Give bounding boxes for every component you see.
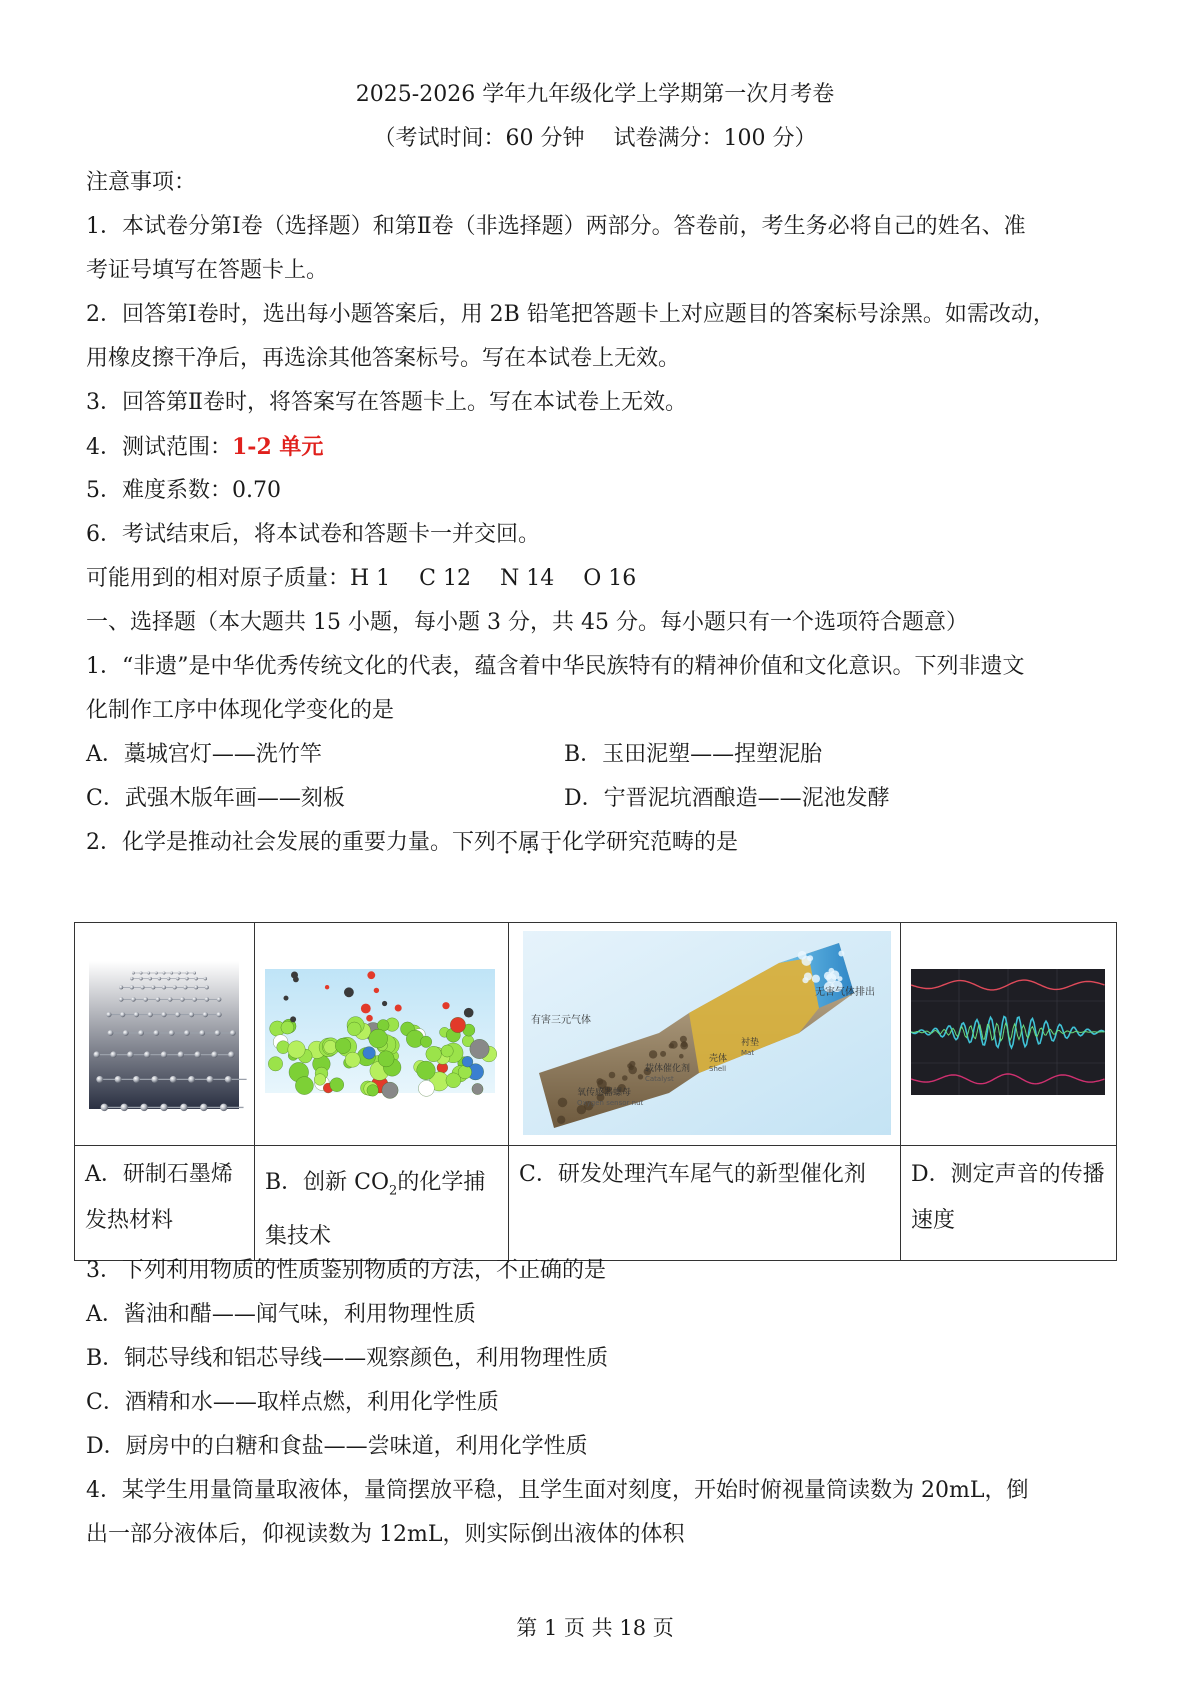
lattice-atom: [156, 997, 161, 1002]
molecule-sphere: [420, 1036, 431, 1047]
lattice-atom: [130, 977, 133, 980]
exhaust-particle: [680, 1036, 687, 1043]
note-4: [86, 432, 323, 463]
lattice-atom: [206, 1076, 213, 1083]
lattice-atom: [144, 1051, 150, 1057]
molecule-sphere: [458, 1065, 472, 1079]
exam-subtitle: （考试时间：60 分钟 试卷满分：100 分）: [373, 126, 817, 151]
floating-molecule: [344, 987, 354, 997]
lattice-atom: [158, 977, 161, 980]
floating-molecule: [293, 977, 299, 983]
lattice-atom: [143, 997, 148, 1002]
lattice-atom: [132, 972, 135, 975]
lattice-atom: [108, 1030, 114, 1036]
q2-option-b-post: 的化学捕集技术: [265, 1170, 486, 1250]
lattice-atom: [138, 1030, 144, 1036]
lattice-atom: [180, 997, 185, 1002]
q4-stem-line-2: 出一部分液体后，仰视读数为 12mL，则实际倒出液体的体积: [86, 1522, 685, 1547]
lattice-atom: [184, 1030, 190, 1036]
exhaust-particle: [557, 1116, 565, 1124]
q2-emphasis-char-2: 属: [518, 830, 541, 855]
clean-bubble: [804, 973, 812, 981]
floating-molecule: [367, 971, 375, 979]
molecule-sphere: [345, 1052, 360, 1067]
q1-stem-line-1: 1．“非遗”是中华优秀传统文化的代表，蕴含着中华民族特有的精神价值和文化意识。下列非遗文: [86, 654, 1025, 679]
lattice-atom: [186, 972, 189, 975]
lattice-atom: [120, 1012, 125, 1017]
molecule-sphere: [472, 1083, 483, 1094]
note-1-line-2: 考证号填写在答题卡上。: [86, 258, 329, 283]
q2-emphasis-char-1: 不: [496, 830, 519, 855]
molecule-sphere: [418, 1080, 434, 1096]
label-harmful-gas: 有害三元气体: [531, 1015, 591, 1026]
clean-bubble: [824, 972, 832, 980]
molecule-sphere: [441, 1045, 453, 1057]
q2-image-cell-d: [901, 923, 1117, 1146]
molecule-sphere: [367, 1085, 379, 1097]
molecule-sphere: [324, 1040, 337, 1053]
lattice-atom: [192, 997, 197, 1002]
lattice-atom: [193, 972, 196, 975]
floating-molecule: [290, 1016, 296, 1022]
floating-molecule: [374, 988, 379, 993]
floating-molecule: [395, 1005, 402, 1012]
label-gasket-en: Mat: [741, 1049, 755, 1057]
clean-bubble: [837, 976, 842, 981]
lattice-atom: [178, 1051, 184, 1057]
test-range-value: 1-2 单元: [232, 434, 324, 460]
q1-option-d: D．宁晋泥坑酒酿造——泥池发酵: [564, 786, 890, 811]
exhaust-particle: [679, 1054, 684, 1059]
molecule-sphere: [347, 1022, 361, 1036]
lattice-atom: [200, 1104, 207, 1111]
note-2-line-2: 用橡皮擦干净后，再选涂其他答案标号。写在本试卷上无效。: [86, 346, 681, 371]
molecule-sphere: [470, 1039, 489, 1058]
floating-molecule: [284, 996, 289, 1001]
lattice-atom: [225, 1076, 232, 1083]
lattice-atom: [161, 1051, 167, 1057]
q1-option-c: C．武强木版年画——刻板: [86, 786, 345, 811]
molecule-sphere: [462, 1056, 473, 1067]
lattice-atom: [155, 972, 158, 975]
q2-stem: [86, 828, 738, 858]
q4-stem-line-1: 4．某学生用量筒量取液体，量筒摆放平稳，且学生面对刻度，开始时俯视量筒读数为 20mL，倒: [86, 1478, 1029, 1503]
lattice-atom: [204, 977, 207, 980]
exhaust-particle: [558, 1098, 568, 1108]
floating-molecule: [464, 1008, 474, 1018]
lattice-atom: [180, 1104, 187, 1111]
graphene-image: [75, 923, 253, 1141]
lattice-atom: [211, 1051, 217, 1057]
q1-option-a: A．藁城宫灯——洗竹竿: [86, 742, 322, 767]
lattice-atom: [215, 1030, 221, 1036]
lattice-atom: [199, 1030, 205, 1036]
label-gasket: 衬垫: [741, 1038, 760, 1048]
q2-stem-post: 化学研究范畴的是: [562, 830, 739, 855]
note-4-label: 4．测试范围：: [86, 435, 232, 460]
exhaust-particle: [609, 1072, 616, 1079]
lattice-atom: [220, 1104, 227, 1111]
molecule-sphere: [382, 1082, 398, 1098]
molecule-sphere: [268, 1057, 282, 1071]
sound-wave-image: [901, 923, 1115, 1141]
label-catalyst-en: Catalyst: [645, 1075, 674, 1083]
lattice-atom: [216, 1012, 221, 1017]
lattice-atom: [119, 997, 124, 1002]
q3-option-b: B．铜芯导线和铝芯导线——观察颜色，利用物理性质: [86, 1346, 609, 1371]
label-catalyst: 载体催化剂: [645, 1064, 691, 1074]
exhaust-particle: [638, 1074, 643, 1079]
lattice-atom: [203, 1012, 208, 1017]
lattice-atom: [189, 1012, 194, 1017]
exhaust-particle: [622, 1075, 628, 1081]
lattice-atom: [161, 1012, 166, 1017]
q1-option-b: B．玉田泥塑——捏塑泥胎: [564, 742, 823, 767]
lattice-atom: [162, 985, 166, 989]
note-3: 3．回答第Ⅱ卷时，将答案写在答题卡上。写在本试卷上无效。: [86, 390, 687, 415]
lattice-atom: [163, 972, 166, 975]
molecule-sphere: [378, 1051, 394, 1067]
molecule-sphere: [426, 1046, 442, 1062]
atomic-mass-line: 可能用到的相对原子质量：H 1 C 12 N 14 O 16: [86, 566, 637, 591]
label-sensor-en: Oxygen sensor nut: [577, 1099, 644, 1107]
q3-option-c: C．酒精和水——取样点燃，利用化学性质: [86, 1390, 499, 1415]
lattice-atom: [194, 985, 198, 989]
lattice-atom: [194, 977, 197, 980]
exhaust-particle: [627, 1063, 632, 1068]
exhaust-particle: [660, 1051, 666, 1057]
lattice-atom: [169, 1030, 175, 1036]
lattice-atom: [160, 1104, 167, 1111]
lattice-atom: [127, 1051, 133, 1057]
lattice-atom: [228, 1051, 234, 1057]
q2-option-a-cell: [75, 1146, 255, 1261]
q2-option-b-pre: B．创新 CO: [265, 1170, 390, 1195]
exhaust-particle: [596, 1078, 603, 1085]
q2-stem-pre: 2．化学是推动社会发展的重要力量。下列: [86, 830, 496, 855]
lattice-atom: [123, 1030, 129, 1036]
q2-option-b-subscript: 2: [389, 1183, 398, 1199]
lattice-atom: [147, 972, 150, 975]
lattice-atom: [96, 1076, 103, 1083]
lattice-atom: [168, 997, 173, 1002]
clean-bubble: [838, 951, 844, 957]
q3-option-a: A．酱油和醋——闻气味，利用物理性质: [86, 1302, 476, 1327]
q2-option-a: A．研制石墨烯发热材料: [85, 1162, 233, 1233]
floating-molecule: [361, 1004, 371, 1014]
lattice-atom: [151, 1076, 158, 1083]
note-2-line-1: 2．回答第Ⅰ卷时，选出每小题答案后，用 2B 铅笔把答题卡上对应题目的答案标号涂黑。如需改动，: [86, 302, 1055, 327]
q2-image-cell-b: [255, 923, 509, 1146]
floating-molecule: [366, 1015, 373, 1022]
lattice-atom: [106, 1012, 111, 1017]
page-footer: 第 1 页 共 18 页: [516, 1616, 674, 1640]
lattice-atom: [101, 1104, 108, 1111]
catalytic-converter-image: [509, 923, 899, 1141]
lattice-atom: [178, 972, 181, 975]
lattice-atom: [151, 985, 155, 989]
lattice-atom: [230, 1030, 236, 1036]
lattice-atom: [183, 985, 187, 989]
floating-molecule: [325, 985, 329, 989]
clean-bubble: [812, 975, 820, 983]
q2-option-c: C．研发处理汽车尾气的新型催化剂: [519, 1162, 866, 1187]
q2-option-b: [255, 1146, 508, 1260]
clean-bubble: [802, 956, 812, 966]
lattice-atom: [134, 1012, 139, 1017]
lattice-atom: [130, 985, 134, 989]
lattice-atom: [94, 1051, 100, 1057]
exhaust-particle: [649, 1050, 657, 1058]
notes-heading: 注意事项：: [86, 170, 197, 195]
floating-molecule: [382, 1001, 387, 1006]
lattice-atom: [131, 997, 136, 1002]
q3-stem: 3．下列利用物质的性质鉴别物质的方法，不正确的是: [86, 1258, 606, 1283]
note-5: 5．难度系数：0.70: [86, 478, 281, 503]
lattice-atom: [110, 1051, 116, 1057]
lattice-atom: [148, 1012, 153, 1017]
note-1-line-1: 1．本试卷分第Ⅰ卷（选择题）和第Ⅱ卷（非选择题）两部分。答卷前，考生务必将自己的姓名、准: [86, 214, 1026, 239]
lattice-atom: [175, 1012, 180, 1017]
lattice-atom: [185, 977, 188, 980]
q2-image-cell-a: [75, 923, 255, 1146]
lattice-atom: [205, 985, 209, 989]
lattice-atom: [140, 1104, 147, 1111]
lattice-atom: [194, 1051, 200, 1057]
q2-option-b-cell: [255, 1146, 509, 1261]
lattice-atom: [170, 972, 173, 975]
lattice-atom: [115, 1076, 122, 1083]
molecule-sphere: [295, 1077, 313, 1095]
q2-option-c-cell: [509, 1146, 901, 1261]
q3-option-d: D．厨房中的白糖和食盐——尝味道，利用化学性质: [86, 1434, 588, 1459]
molecule-sphere: [369, 1029, 388, 1048]
lattice-atom: [133, 1076, 140, 1083]
q2-image-cell-c: [509, 923, 901, 1146]
label-shell: 壳体: [709, 1054, 728, 1064]
lattice-atom: [149, 977, 152, 980]
lattice-atom: [139, 977, 142, 980]
q2-options-table: [74, 922, 1117, 1261]
molecule-sphere: [450, 1017, 465, 1032]
molecule-sphere: [277, 1041, 290, 1054]
co2-capture-image: [255, 923, 507, 1141]
lattice-atom: [167, 977, 170, 980]
section-1-heading: 一、选择题（本大题共 15 小题，每小题 3 分，共 45 分。每小题只有一个选项符合题意）: [86, 610, 968, 635]
exhaust-particle: [680, 1042, 688, 1050]
q2-option-d: D．测定声音的传播速度: [911, 1162, 1105, 1233]
lattice-atom: [188, 1076, 195, 1083]
molecule-sphere: [330, 1078, 344, 1092]
label-shell-en: Shell: [709, 1065, 727, 1073]
note-6: 6．考试结束后，将本试卷和答题卡一并交回。: [86, 522, 540, 547]
lattice-atom: [170, 1076, 177, 1083]
exhaust-particle: [670, 1041, 678, 1049]
exam-title: 2025-2026 学年九年级化学上学期第一次月考卷: [355, 82, 835, 107]
molecule-sphere: [314, 1074, 326, 1086]
lattice-atom: [141, 985, 145, 989]
lattice-atom: [120, 1104, 127, 1111]
label-sensor: 氧传感器螺母: [577, 1088, 632, 1098]
q2-emphasis-char-3: 于: [540, 830, 563, 855]
lattice-atom: [173, 985, 177, 989]
lattice-atom: [140, 972, 143, 975]
lattice-atom: [205, 997, 210, 1002]
molecule-sphere: [288, 1041, 305, 1058]
q2-option-d-cell: [901, 1146, 1117, 1261]
molecule-sphere: [417, 1061, 436, 1080]
lattice-atom: [119, 985, 123, 989]
lattice-atom: [153, 1030, 159, 1036]
label-harmless-gas: 无害气体排出: [815, 987, 875, 998]
floating-molecule: [442, 1002, 449, 1009]
molecule-sphere: [281, 1021, 294, 1034]
lattice-atom: [217, 997, 222, 1002]
molecule-sphere: [363, 1047, 376, 1060]
lattice-atom: [176, 977, 179, 980]
q1-stem-line-2: 化制作工序中体现化学变化的是: [86, 698, 395, 723]
molecule-sphere: [335, 1038, 351, 1054]
